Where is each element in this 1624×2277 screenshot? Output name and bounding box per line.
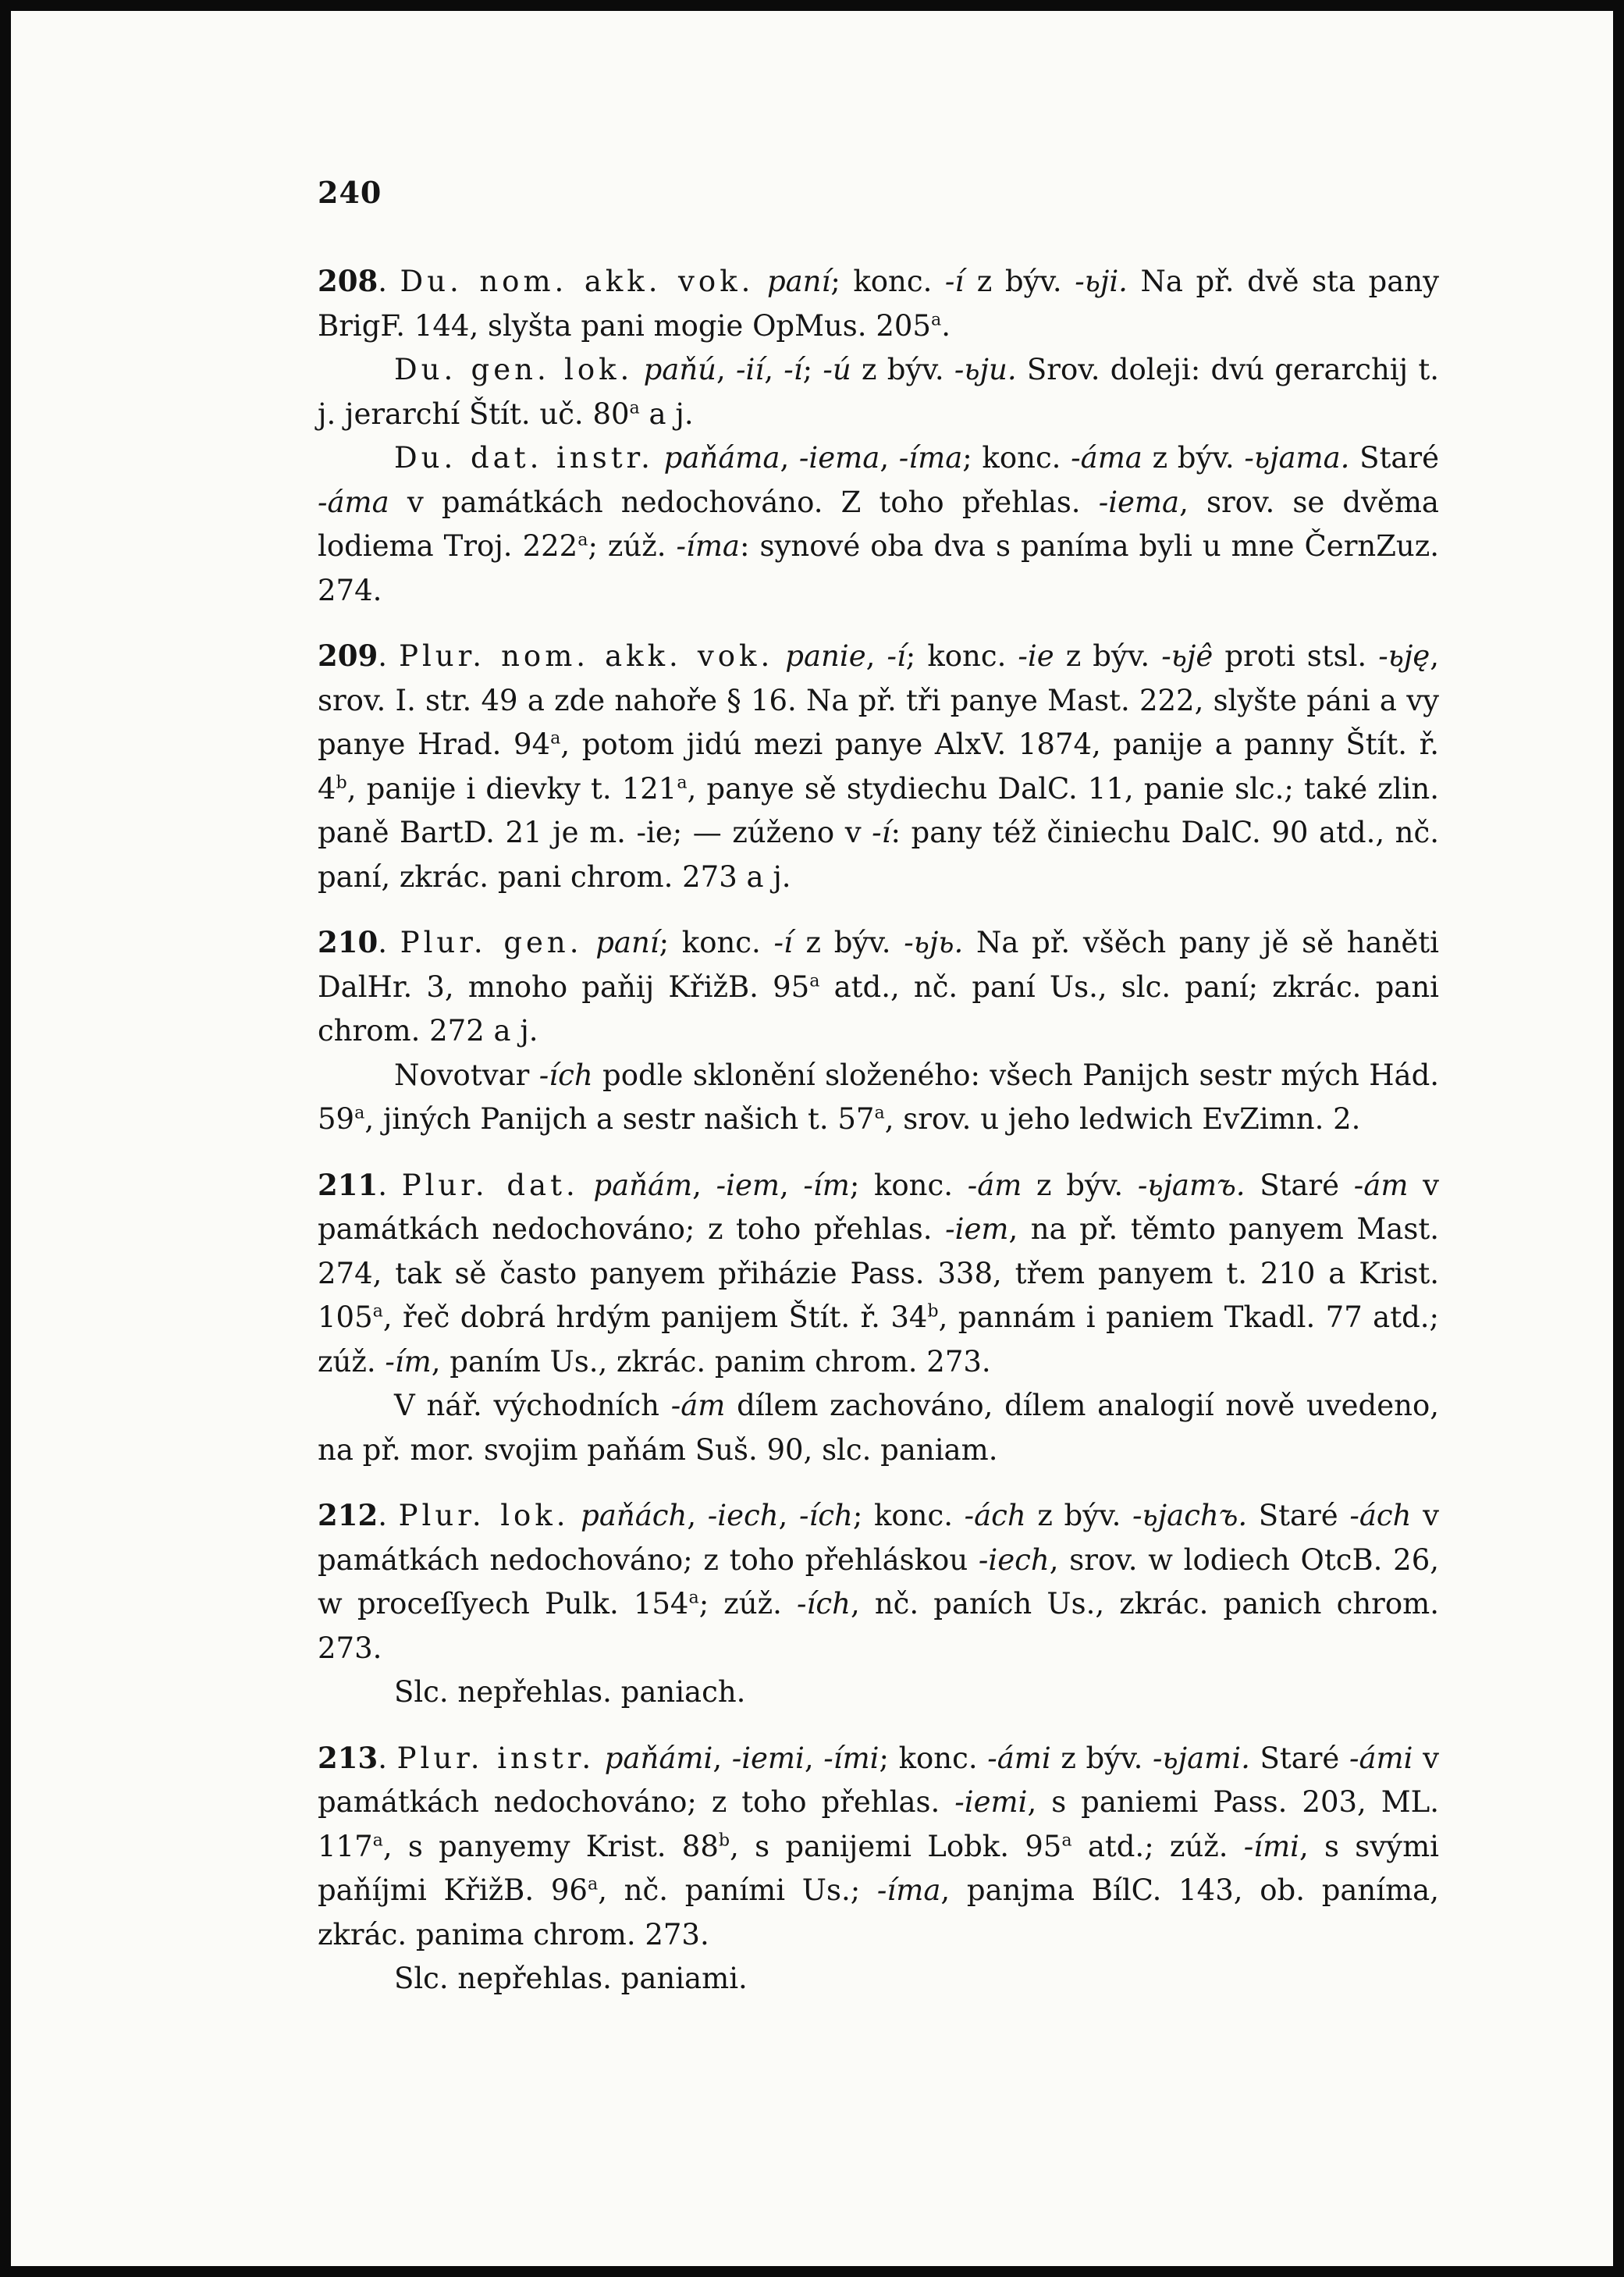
- folio-side-superscript: a: [372, 1830, 383, 1851]
- text-run: ,: [692, 1168, 716, 1202]
- word-form: -iem: [716, 1168, 780, 1202]
- word-form: -í: [872, 816, 891, 849]
- folio-side-superscript: a: [874, 1102, 885, 1123]
- text-run: : pany též činiechu DalC. 90 atd., nč. paní, zkrác. pani chrom. 273 a j.: [318, 816, 1439, 894]
- text-run: ; zúž.: [698, 1587, 798, 1621]
- folio-side-superscript: a: [677, 772, 688, 793]
- continuation-paragraph: [318, 1957, 1439, 2001]
- section-paragraph-213: [318, 1736, 1439, 1958]
- text-run: ; konc.: [879, 1741, 988, 1775]
- word-form: -ím: [803, 1168, 850, 1202]
- case-label: Plur. dat.: [401, 1168, 579, 1202]
- text-run: [654, 441, 664, 475]
- text-run: [754, 265, 767, 298]
- text-run: [570, 1499, 581, 1532]
- text-run: , s paniemi Pass. 203, ML. 117: [318, 1785, 1439, 1863]
- word-form: paňámi: [604, 1741, 713, 1775]
- text-run: Staré: [1245, 1168, 1354, 1202]
- text-run: ; konc.: [905, 639, 1018, 673]
- text-run: , řeč dobrá hrdým panijem Štít. ř. 34: [382, 1300, 928, 1334]
- case-label: Plur. gen.: [400, 926, 583, 959]
- folio-side-superscript: a: [550, 728, 561, 749]
- text-run: v památkách nedochováno; z toho přehlas.: [318, 1168, 1440, 1246]
- text-run: ; konc.: [962, 441, 1071, 475]
- text-run: ; konc.: [849, 1168, 968, 1202]
- text-run: , jiných Panijch a sestr našich t. 57: [364, 1102, 875, 1136]
- continuation-paragraph: [318, 1670, 1439, 1715]
- word-form: paňám: [593, 1168, 693, 1202]
- text-run: .: [378, 1499, 399, 1532]
- text-run: ;: [802, 353, 823, 386]
- case-label: Du. gen. lok.: [394, 353, 634, 386]
- text-run: ,: [712, 1741, 732, 1775]
- text-run: Srov. doleji: dvú gerarchij t. j. jerarchí Štít. uč. 80: [318, 353, 1439, 431]
- word-form: -ьji.: [1075, 265, 1128, 298]
- body-text: [318, 259, 1439, 2001]
- text-run: ,: [865, 639, 887, 673]
- word-form: paňáma: [663, 441, 780, 475]
- text-run: ; zúž.: [588, 529, 677, 563]
- case-label: Plur. instr.: [396, 1741, 595, 1775]
- word-form: -iech: [978, 1542, 1050, 1577]
- word-form: -ьjama.: [1244, 441, 1350, 475]
- word-form: -ьję: [1378, 639, 1430, 673]
- section-paragraph-210: [318, 920, 1439, 1054]
- word-form: -í: [773, 926, 793, 959]
- word-form: -íma: [898, 441, 963, 475]
- text-run: [595, 1742, 605, 1775]
- section-paragraph-209: [318, 634, 1439, 899]
- text-run: z býv.: [1050, 1741, 1153, 1775]
- text-run: , pannám i paniem Tkadl. 77 atd.; zúž.: [318, 1300, 1439, 1379]
- text-run: Novotvar: [394, 1058, 539, 1092]
- word-form: -í: [887, 639, 906, 673]
- text-run: dílem zachováno, dílem analogií nově uvedeno, na př. mor. svojim paňám Suš. 90, slc. paniam.: [318, 1389, 1440, 1467]
- word-form: -ám: [967, 1168, 1022, 1202]
- word-form: -iemi: [731, 1741, 805, 1775]
- text-run: ,: [880, 441, 899, 475]
- text-run: : synové oba dva s paníma byli u mne ČernZuz. 274.: [318, 529, 1440, 607]
- text-run: Staré: [1247, 1499, 1350, 1532]
- text-run: z býv.: [964, 265, 1075, 298]
- case-label: Plur. lok.: [398, 1499, 570, 1532]
- text-run: , srov. se dvěma lodiema Troj. 222: [318, 485, 1439, 563]
- word-form: -ьju.: [954, 353, 1017, 386]
- text-run: z býv.: [1025, 1499, 1133, 1532]
- text-run: ,: [764, 353, 784, 386]
- word-form: -ьjamъ.: [1137, 1168, 1246, 1202]
- text-run: , paním Us., zkrác. panim chrom. 273.: [431, 1344, 991, 1379]
- text-run: ; konc.: [852, 1499, 965, 1532]
- text-run: V nář. východních: [394, 1389, 671, 1422]
- text-run: ,: [779, 1168, 804, 1202]
- text-run: a j.: [639, 397, 694, 431]
- word-form: paňách: [581, 1499, 688, 1532]
- text-run: z býv.: [792, 926, 904, 959]
- text-run: , srov. w lodiech OtcB. 26, w proceſſyech Pulk. 154: [318, 1542, 1439, 1621]
- text-run: , nč. paními Us.;: [598, 1873, 877, 1907]
- word-form: -áma: [318, 485, 389, 519]
- section-number: 208: [318, 264, 378, 298]
- text-run: , s panijemi Lobk. 95: [730, 1829, 1062, 1863]
- folio-side-superscript: a: [930, 309, 942, 330]
- word-form: -ьjê: [1161, 639, 1214, 673]
- text-run: Staré: [1349, 441, 1440, 475]
- word-form: -ámi: [1349, 1741, 1413, 1775]
- text-run: z býv.: [1142, 441, 1245, 475]
- text-run: z býv.: [1054, 639, 1162, 673]
- word-form: -ích: [797, 1587, 851, 1621]
- text-run: atd., nč. paní Us., slc. paní; zkrác. pani chrom. 272 a j.: [318, 970, 1439, 1048]
- folio-side-superscript: a: [587, 1873, 599, 1895]
- word-form: -ú: [823, 353, 851, 386]
- text-run: ,: [780, 441, 799, 475]
- word-form: -ie: [1018, 639, 1054, 673]
- text-run: , panye sě stydiechu DalC. 11, panie slc.; také zlin. paně BartD. 21 je m. -ie; — zúženo v: [318, 771, 1439, 849]
- text-run: .: [378, 639, 400, 673]
- text-run: [633, 353, 643, 386]
- folio-side-superscript: a: [688, 1587, 699, 1608]
- book-page: [11, 11, 1613, 2266]
- text-run: .: [378, 1168, 402, 1202]
- text-run: ,: [804, 1741, 824, 1775]
- text-run: v památkách nedochováno; z toho přehlas.: [318, 1741, 1439, 1819]
- text-run: z býv.: [1022, 1168, 1138, 1202]
- word-form: -íma: [676, 529, 740, 563]
- word-form: paňú: [643, 353, 716, 386]
- text-run: ; konc.: [830, 265, 945, 298]
- section-number: 213: [318, 1740, 378, 1775]
- word-form: paní: [595, 926, 659, 959]
- word-form: -iema: [1098, 485, 1180, 519]
- word-form: paní: [766, 265, 831, 298]
- word-form: -ách: [964, 1499, 1026, 1532]
- folio-side-superscript: a: [372, 1300, 383, 1322]
- continuation-paragraph: [318, 1384, 1439, 1472]
- word-form: -ím: [385, 1344, 432, 1379]
- text-run: , na př. těmto panyem Mast. 274, tak sě často panyem přiházie Pass. 338, třem panyem t. 210 a Krist. 105: [318, 1212, 1439, 1334]
- text-run: Staré: [1249, 1741, 1349, 1775]
- text-run: Slc. nepřehlas. paniach.: [394, 1675, 746, 1709]
- word-form: -ám: [670, 1389, 726, 1422]
- word-form: -ích: [798, 1499, 853, 1532]
- section-number: 210: [318, 925, 378, 959]
- folio-side-superscript: a: [577, 529, 588, 550]
- section-number: 212: [318, 1498, 378, 1532]
- continuation-paragraph: [318, 1054, 1439, 1142]
- text-run: Na př. dvě sta pany BrigF. 144, slyšta pani mogie OpMus. 205: [318, 265, 1440, 343]
- word-form: -iech: [707, 1499, 779, 1532]
- text-run: , potom jidú mezi panye AlxV. 1874, panije a panny Štít. ř. 4: [318, 728, 1440, 806]
- word-form: -í: [944, 265, 965, 298]
- word-form: -íma: [876, 1873, 941, 1907]
- folio-side-superscript: b: [336, 772, 347, 793]
- text-run: [583, 926, 596, 959]
- text-run: atd.; zúž.: [1071, 1829, 1244, 1863]
- word-form: -ám: [1353, 1168, 1409, 1202]
- text-run: .: [378, 265, 400, 298]
- text-run: [579, 1169, 594, 1202]
- folio-side-superscript: a: [629, 397, 640, 418]
- word-form: -ími: [1243, 1829, 1300, 1863]
- text-run: Na př. všěch pany jě sě haněti DalHr. 3, mnoho paňij KřižB. 95: [318, 926, 1440, 1004]
- section-number: 211: [318, 1167, 378, 1202]
- case-label: Plur. nom. akk. vok.: [399, 639, 774, 673]
- text-run: ; konc.: [659, 926, 774, 959]
- text-run: .: [378, 926, 400, 959]
- case-label: Du. dat. instr.: [394, 441, 654, 475]
- word-form: -áma: [1071, 441, 1142, 475]
- text-run: proti stsl.: [1213, 639, 1379, 673]
- text-run: ,: [687, 1499, 708, 1532]
- word-form: -ьjami.: [1152, 1741, 1250, 1775]
- folio-side-superscript: a: [1061, 1830, 1072, 1851]
- section-paragraph-211: [318, 1163, 1439, 1385]
- text-run: v památkách nedochováno; z toho přehláskou: [318, 1499, 1439, 1577]
- folio-side-superscript: a: [354, 1102, 365, 1123]
- word-form: -ími: [823, 1741, 880, 1775]
- section-paragraph-208: [318, 259, 1439, 348]
- section-number: 209: [318, 639, 378, 673]
- text-run: ,: [716, 353, 737, 386]
- text-run: , s panyemy Krist. 88: [382, 1829, 719, 1863]
- text-run: , s svými paňíjmi KřižB. 96: [318, 1829, 1439, 1907]
- folio-side-superscript: b: [927, 1300, 939, 1322]
- word-form: -í: [784, 353, 803, 386]
- text-run: , nč. paních Us., zkrác. panich chrom. 273.: [318, 1587, 1439, 1665]
- text-run: [773, 639, 785, 673]
- section-paragraph-212: [318, 1493, 1439, 1670]
- continuation-paragraph: [318, 348, 1439, 436]
- page-number: 240: [318, 175, 382, 210]
- text-run: , panjma BílC. 143, ob. paníma, zkrác. panima chrom. 273.: [318, 1873, 1440, 1951]
- word-form: -iema: [798, 441, 880, 475]
- word-form: -iem: [945, 1212, 1009, 1246]
- text-run: , srov. u jeho ledwich EvZimn. 2.: [884, 1102, 1361, 1136]
- word-form: -ích: [538, 1058, 593, 1092]
- word-form: panie: [785, 639, 866, 673]
- text-run: v památkách nedochováno. Z toho přehlas.: [389, 485, 1099, 519]
- text-run: .: [378, 1741, 397, 1775]
- text-run: , srov. I. str. 49 a zde nahoře § 16. Na př. tři panye Mast. 222, slyšte páni a vy panye Hrad. 94: [318, 639, 1440, 761]
- continuation-paragraph: [318, 436, 1439, 613]
- word-form: -ьjachъ.: [1132, 1499, 1248, 1532]
- text-run: ,: [778, 1499, 799, 1532]
- text-run: , panije i dievky t. 121: [346, 771, 677, 806]
- text-run: Slc. nepřehlas. paniami.: [394, 1962, 748, 1995]
- word-form: -ií: [736, 353, 765, 386]
- case-label: Du. nom. akk. vok.: [400, 265, 755, 298]
- text-run: podle sklonění složeného: všech Panijch sestr mých Hád. 59: [318, 1058, 1440, 1136]
- word-form: -ách: [1349, 1499, 1412, 1532]
- word-form: -iemi: [954, 1785, 1028, 1819]
- folio-side-superscript: b: [718, 1830, 730, 1851]
- word-form: -ámi: [987, 1741, 1051, 1775]
- text-run: .: [941, 308, 951, 343]
- word-form: -ьjь.: [904, 926, 964, 959]
- folio-side-superscript: a: [809, 970, 820, 991]
- text-run: z býv.: [851, 353, 954, 386]
